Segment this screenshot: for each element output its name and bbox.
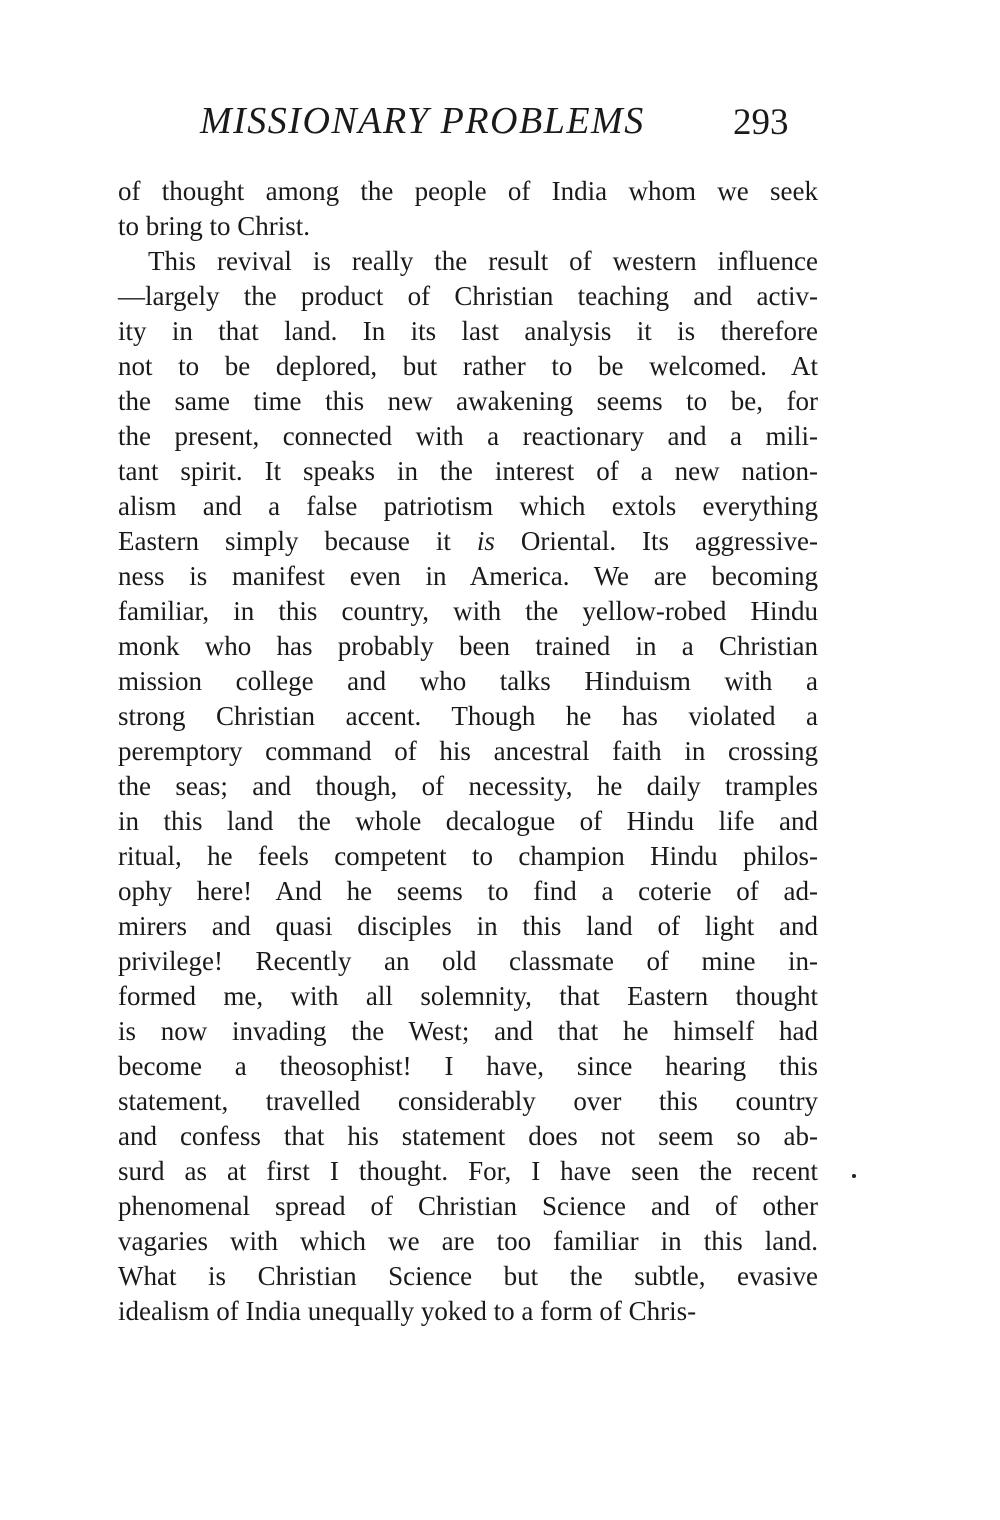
- text-line: the present, connected with a reactionary and a mili-: [118, 421, 818, 451]
- text-line: strong Christian accent. Though he has violated a: [118, 701, 818, 731]
- page-number: 293: [733, 102, 789, 143]
- text-line: mirers and quasi disciples in this land of light and: [118, 911, 818, 941]
- paragraph: [118, 244, 818, 1329]
- text-line: in this land the whole decalogue of Hindu life and: [118, 806, 818, 836]
- emphasis: is: [476, 526, 495, 556]
- text-line: and confess that his statement does not seem so ab-: [118, 1121, 818, 1151]
- text-line: peremptory command of his ancestral faith in crossing: [118, 736, 818, 766]
- text-line: vagaries with which we are too familiar in this land.: [118, 1226, 818, 1256]
- text-line: ity in that land. In its last analysis it is therefore: [118, 316, 818, 346]
- text-line: is now invading the West; and that he himself had: [118, 1016, 818, 1046]
- text-line: ophy here! And he seems to find a coterie of ad-: [118, 876, 818, 906]
- text-line: idealism of India unequally yoked to a form of Chris-: [118, 1296, 697, 1326]
- text-line: surd as at first I thought. For, I have seen the recent: [118, 1156, 818, 1186]
- text-line: not to be deplored, but rather to be welcomed. At: [118, 351, 818, 381]
- paragraph: [118, 174, 818, 244]
- text-line: the seas; and though, of necessity, he daily tramples: [118, 771, 818, 801]
- text-line: familiar, in this country, with the yellow-robed Hindu: [118, 596, 818, 626]
- text-line: alism and a false patriotism which extols everything: [118, 491, 818, 521]
- text-line: monk who has probably been trained in a Christian: [118, 631, 818, 661]
- text-line: What is Christian Science but the subtle, evasive: [118, 1261, 818, 1291]
- running-head-title: MISSIONARY PROBLEMS: [200, 100, 645, 142]
- text-line: tant spirit. It speaks in the interest of a new nation-: [118, 456, 818, 486]
- running-head: [200, 96, 840, 146]
- text-line: become a theosophist! I have, since hearing this: [118, 1051, 818, 1081]
- margin-mark: [852, 1174, 856, 1178]
- text-line: ness is manifest even in America. We are becoming: [118, 561, 818, 591]
- text-line: ritual, he feels competent to champion Hindu philos-: [118, 841, 818, 871]
- text-line: the same time this new awakening seems to be, for: [118, 386, 818, 416]
- text-line: phenomenal spread of Christian Science and of other: [118, 1191, 818, 1221]
- text-line: —largely the product of Christian teaching and activ-: [118, 281, 818, 311]
- text-line: of thought among the people of India whom we seek: [118, 176, 818, 206]
- text-line: Eastern simply because it is Oriental. Its aggressive-: [118, 526, 818, 556]
- body-text: [118, 174, 818, 1329]
- text-line: formed me, with all solemnity, that Eastern thought: [118, 981, 818, 1011]
- text-line: to bring to Christ.: [118, 211, 311, 241]
- text-line: This revival is really the result of western influence: [148, 246, 818, 276]
- text-line: privilege! Recently an old classmate of mine in-: [118, 946, 818, 976]
- text-line: statement, travelled considerably over this country: [118, 1086, 818, 1116]
- text-line: mission college and who talks Hinduism with a: [118, 666, 818, 696]
